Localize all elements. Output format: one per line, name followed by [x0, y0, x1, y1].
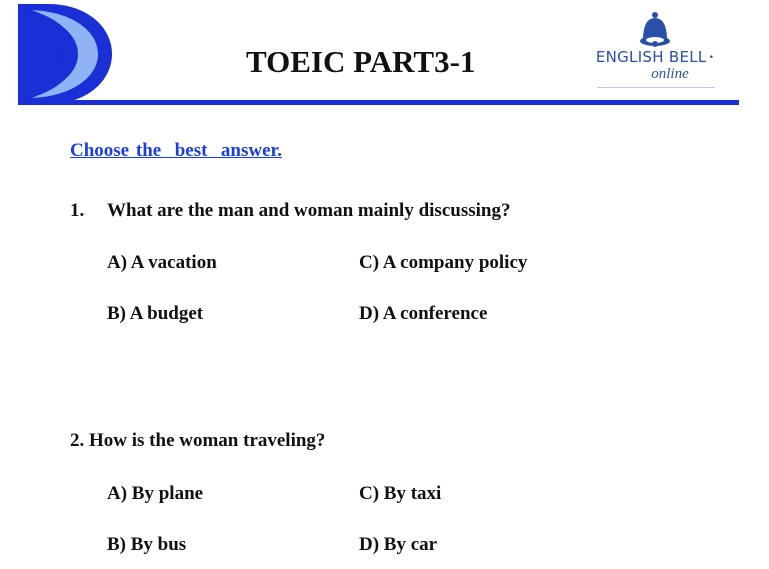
- question-number: 2.: [70, 430, 85, 451]
- option-a[interactable]: A) By plane: [107, 483, 204, 504]
- question-number: 1.: [70, 200, 85, 221]
- page-title: TOEIC PART3-1: [246, 44, 476, 79]
- question-1: [70, 200, 510, 222]
- option-c[interactable]: C) A company policy: [359, 252, 528, 273]
- option-d[interactable]: D) By car: [359, 534, 438, 555]
- bell-icon: [635, 10, 675, 50]
- option-b[interactable]: B) By bus: [107, 534, 187, 555]
- brand-underline: [597, 87, 715, 88]
- option-c[interactable]: C) By taxi: [359, 483, 442, 504]
- brand-subtitle: online: [651, 66, 689, 82]
- question-text: What are the man and woman mainly discussing?: [107, 200, 511, 221]
- header-divider: [18, 100, 739, 105]
- option-d[interactable]: D) A conference: [359, 303, 488, 324]
- brand-logo: [585, 8, 725, 92]
- crescent-logo-icon: [18, 4, 112, 104]
- question-2: [70, 430, 325, 452]
- brand-dot: •: [708, 52, 715, 63]
- option-a[interactable]: A) A vacation: [107, 252, 217, 273]
- instruction-text: Choose the best answer.: [70, 140, 282, 161]
- brand-name: ENGLISH BELL •: [595, 48, 715, 66]
- option-b[interactable]: B) A budget: [107, 303, 204, 324]
- question-text: How is the woman traveling?: [89, 430, 326, 451]
